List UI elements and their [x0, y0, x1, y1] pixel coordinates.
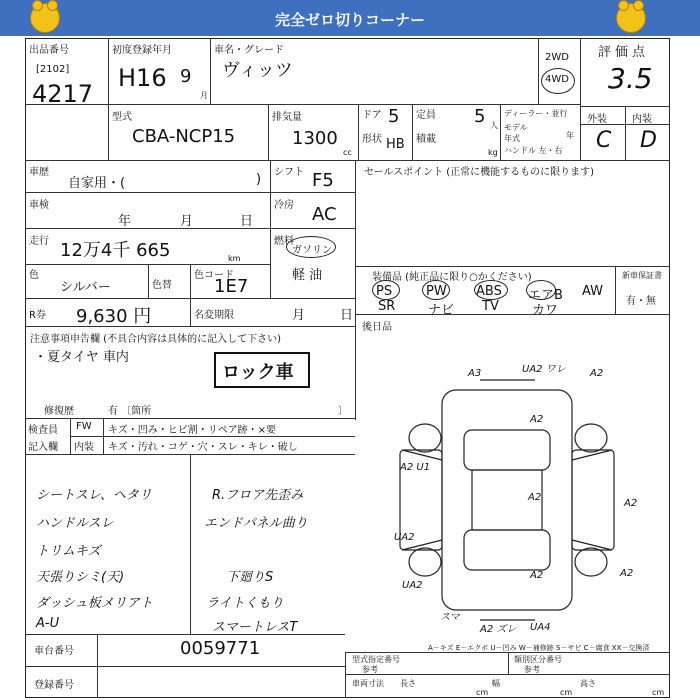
disp-label: 排気量 — [272, 112, 302, 123]
mark-a2: A2 — [624, 498, 638, 509]
inspection-label: 車検 — [29, 200, 49, 211]
color-value: シルバー — [60, 280, 111, 295]
wheel-front-left — [409, 424, 441, 452]
memo-left-5: ダッシュ板メリアト — [36, 596, 153, 611]
dealer-handle: ハンドル 左・右 — [504, 146, 563, 155]
wheel-front-right — [575, 424, 607, 452]
mark-ua2-crack: UA2 ワレ — [522, 364, 566, 375]
mark-a2: A2 — [530, 414, 544, 425]
equip-sr: SR — [378, 299, 396, 314]
repair-label: 修復歴 — [44, 406, 74, 417]
size-length-cm: cm — [476, 688, 489, 697]
page-title: 完全ゼロ切りコーナー — [274, 11, 425, 29]
model-value: CBA-NCP15 — [132, 126, 236, 147]
mark-a2: A2 — [590, 368, 604, 379]
size-height: 高さ — [580, 679, 596, 688]
memo-right-5: ライトくもり — [206, 596, 284, 611]
mark-ua2: UA2 — [394, 532, 415, 543]
car-windshield — [464, 430, 550, 470]
payload-unit: kg — [488, 148, 498, 157]
mark-a2-u1: A2 U1 — [400, 462, 431, 473]
chassis-label: 車台番号 — [34, 646, 74, 657]
warranty-label: 新車保証書 — [622, 271, 662, 280]
wheel-rear-left — [409, 548, 441, 576]
lot-number: 4217 — [32, 80, 94, 108]
color-code-label: 色コード — [194, 270, 234, 281]
spec-label: 型式指定番号 — [352, 655, 400, 664]
mileage-unit: km — [228, 254, 241, 263]
reg-year: H16 — [118, 64, 167, 92]
doors-value: 5 — [388, 106, 400, 127]
chassis-value: 0059771 — [180, 638, 261, 659]
notes-label: 注意事項申告欄 (不具合内容は具体的に記入して下さい) — [30, 334, 281, 345]
repair-value: 有 〔箇所 — [108, 406, 152, 417]
model-label: 型式 — [112, 112, 132, 123]
diagram-legend: A－キズ E－エクボ U－凹み W－補修跡 S－サビ C－腐食 XX－交換済 — [428, 644, 650, 652]
memo-left-1: シートスレ、ヘタリ — [36, 488, 152, 503]
name-change-month: 月 — [292, 308, 306, 323]
equip-abs-circle — [474, 280, 508, 300]
score-int: D — [640, 128, 657, 153]
size-height-cm: cm — [652, 688, 665, 697]
class-label: 類別区分番号 — [514, 655, 562, 664]
inspector-fw-items: キズ・凹み・ヒビ割・リペア跡・×要 — [108, 425, 276, 436]
equip-airbag: エアB — [528, 288, 563, 303]
fuel-label: 燃料 — [274, 236, 294, 247]
registration-label: 登録番号 — [34, 680, 74, 691]
shape-value: HB — [386, 137, 405, 152]
capacity-unit: 人 — [490, 121, 498, 130]
class-ref: 参考 — [524, 665, 540, 674]
car-damage-diagram — [380, 364, 670, 640]
reg-month: 9 — [180, 66, 192, 87]
equip-ps: PS — [376, 284, 393, 299]
equip-leather: カワ — [532, 303, 559, 318]
capacity-value: 5 — [474, 106, 486, 127]
size-width-cm: cm — [560, 688, 573, 697]
warranty-value: 有・無 — [626, 296, 656, 307]
size-length: 長さ — [400, 679, 416, 688]
memo-right-6: スマートレスT — [212, 620, 298, 635]
size-width: 幅 — [492, 679, 500, 688]
inspector-int: 内装 — [74, 442, 94, 453]
reg-month-unit: 月 — [200, 91, 208, 100]
doors-label: ドア — [362, 110, 382, 121]
dealer-label: ディーラー・並行 — [504, 109, 568, 118]
aircon-value: AC — [312, 204, 337, 225]
color-code: 1E7 — [214, 276, 249, 297]
recycle-label: R券 — [29, 310, 46, 321]
car-label: 車名・グレード — [214, 45, 284, 56]
inspector-label2: 記入欄 — [28, 442, 58, 453]
dealer-year-unit: 年 — [566, 131, 574, 140]
mark-a2: A2 — [530, 570, 544, 581]
equipment-label: 装備品 (純正品に限り○かください) — [372, 272, 532, 283]
name-change-day: 日 — [340, 308, 354, 323]
mileage-value: 12万4千 665 — [60, 240, 171, 261]
rear-label: 後日品 — [362, 322, 392, 333]
color-label: 色 — [29, 270, 39, 281]
memo-left-4: 天張りシミ(天) — [36, 570, 125, 585]
header-bar — [0, 0, 700, 36]
equip-abs: ABS — [476, 284, 502, 299]
equip-pw-circle — [422, 280, 450, 300]
inspector-fw: FW — [76, 421, 92, 432]
capacity-label: 定員 — [416, 110, 436, 121]
car-rear-window — [464, 530, 550, 570]
inspector-label: 検査員 — [28, 425, 58, 436]
color-change-label: 色替 — [152, 280, 172, 291]
aircon-label: 冷房 — [274, 200, 294, 211]
inspection-month: 月 — [180, 214, 194, 229]
recycle-value: 9,630 円 — [76, 306, 152, 327]
score-value: 3.5 — [608, 62, 653, 95]
shape-label: 形状 — [362, 134, 382, 145]
notes-line1: ・夏タイヤ 車内 — [34, 350, 129, 365]
memo-right-4: 下廻りS — [226, 570, 274, 585]
bear-mascot-icon — [616, 3, 646, 33]
lot-label: 出品番号 — [29, 45, 69, 56]
history-close: ) — [256, 172, 262, 187]
fuel-diesel: 軽 油 — [292, 268, 323, 283]
mark-ua2: UA2 — [402, 580, 423, 591]
drive-4wd: 4WD — [545, 74, 569, 85]
lock-stamp-text: ロック車 — [222, 362, 294, 383]
mark-sma: スマ — [440, 612, 460, 623]
spec-ref: 参考 — [362, 665, 378, 674]
lot-code: [2102] — [36, 64, 70, 75]
car-name: ヴィッツ — [222, 60, 293, 81]
disp-unit: cc — [343, 148, 352, 157]
memo-right-2: エンドパネル曲り — [204, 516, 308, 531]
reg-label: 初度登録年月 — [112, 45, 172, 56]
equip-navi: ナビ — [428, 303, 455, 318]
mileage-label: 走行 — [29, 236, 49, 247]
drive-2wd: 2WD — [545, 52, 569, 63]
memo-left-6: A-U — [36, 616, 60, 631]
memo-left-2: ハンドルスレ — [36, 516, 114, 531]
memo-right-1: R.フロア先歪み — [212, 488, 304, 503]
name-change-label: 名変期限 — [194, 310, 234, 321]
equip-airbag-circle — [526, 280, 556, 300]
shift-label: シフト — [274, 167, 304, 178]
equip-ps-circle — [372, 280, 400, 300]
inspector-int-items: キズ・汚れ・コゲ・穴・スレ・キレ・破し — [108, 442, 298, 453]
mark-a2: A2 — [528, 492, 542, 503]
repair-close: 〕 — [338, 406, 348, 417]
shift-value: F5 — [312, 170, 334, 191]
fuel-gas: ガソリン — [292, 245, 332, 256]
car-body-outline — [442, 390, 572, 610]
inspection-year: 年 — [118, 214, 132, 229]
payload-label: 積載 — [416, 134, 436, 145]
score-ext-label: 外装 — [587, 114, 607, 125]
mark-a2: A2 — [620, 568, 634, 579]
wheel-rear-right — [575, 548, 607, 576]
score-int-label: 内装 — [632, 114, 652, 125]
mark-a2-shift: A2 ズレ — [480, 624, 517, 635]
equip-pw: PW — [426, 284, 447, 299]
disp-value: 1300 — [292, 128, 338, 149]
history-value: 自家用・( — [68, 176, 126, 191]
dealer-model-year: モデル年式 — [504, 123, 528, 143]
equip-tv: TV — [482, 299, 499, 314]
score-label: 評価点 — [598, 45, 650, 60]
equip-aw: AW — [582, 284, 604, 299]
score-ext: C — [596, 128, 612, 153]
mark-a3: A3 — [468, 368, 482, 379]
inspection-day: 日 — [240, 214, 254, 229]
right-side-panel — [572, 450, 614, 550]
sales-label: セールスポイント (正常に機能するものに限ります) — [364, 167, 595, 178]
mark-ua4: UA4 — [530, 622, 551, 633]
size-label: 車両寸法 — [352, 679, 384, 688]
memo-left-3: トリムキズ — [36, 544, 101, 559]
history-label: 車歴 — [29, 167, 49, 178]
